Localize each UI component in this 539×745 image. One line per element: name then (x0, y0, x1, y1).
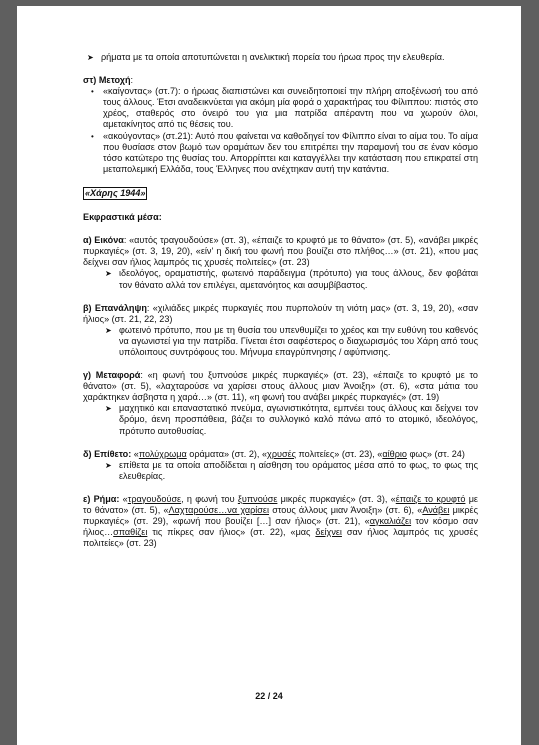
list-item-text: «ακούγοντας» (στ.21): Αυτό που φαίνεται να καθοδηγεί τον Φίλιππο είναι το αίμα του. Το αίμα που θυσίασε στον βωμό των οραμάτων δεν του επιτρέπει την παραμονή του σε έναν κόσμο τόσο κατώτερο της θυσίας του. Απορρίπτει και καταγγέλλει την κατάσταση που επικρατεί στη μεταπολεμική Ελλάδα, τους Έλληνες που ανέχτηκαν αυτή την κατάντια. (103, 130, 478, 174)
list-item-text: επίθετα με τα οποία αποδίδεται η αίσθηση του οράματος μέσα από το φως, το φως της ελευθερίας. (119, 459, 478, 481)
metoxi-label: στ) Μετοχή (83, 75, 131, 86)
epanalipsi-paragraph: β) Επανάληψη: «χιλιάδες μικρές πυρκαγιές που πυρπολούν τη νιότη μας» (στ. 3, 19, 20), «σαν ήλιος» (στ. 21, 22, 23) (83, 302, 478, 324)
section-title (83, 187, 478, 200)
list-item-text: μαχητικό και επαναστατικό πνεύμα, αγωνιστικότητα, εμπνέει τους άλλους και δείχνει τον δρόμο, άενη προσπάθεια, βάζει το συλλογικό καλό πάνω από το ατομικό, ιδεολόγος, πρότυπο αυτοθυσίας. (119, 403, 478, 436)
arrow-bullet-icon: ➤ (105, 404, 112, 414)
dash-bullet-icon: • (91, 87, 94, 97)
epitheto-label: δ) Επίθετο (83, 448, 129, 459)
list-item (101, 268, 478, 290)
page-number: 22 / 24 (255, 691, 283, 701)
dash-bullet-icon: • (91, 131, 94, 141)
metafora-label: γ) Μεταφορά (83, 370, 141, 381)
arrow-bullet-icon: ➤ (105, 325, 112, 335)
document-page (17, 6, 521, 745)
epanalipsi-label: β) Επανάληψη (83, 302, 147, 313)
list-item-text: ρήματα με τα οποία αποτυπώνεται η ανελικτική πορεία του ήρωα προς την ελευθερία. (101, 52, 445, 62)
eikona-label: α) Εικόνα (83, 235, 124, 246)
arrow-bullet-icon: ➤ (105, 460, 112, 470)
rima-label: ε) Ρήμα (83, 493, 117, 504)
arrow-bullet-icon: ➤ (105, 269, 112, 279)
list-item (83, 86, 478, 130)
list-item (83, 131, 478, 175)
list-item-text: φωτεινό πρότυπο, που με τη θυσία του υπενθυμίζει το χρέος και την ευθύνη του καθενός να αγωνιστεί για την πατρίδα. Γίνεται έτσι σαφέστερος ο διαχωρισμός του Χάρη από τους υπόλοιπους συντρόφους του. Μήνυμα επαγρύπνησης / αφύπνισης. (119, 324, 478, 357)
list-item-text: «καίγοντας» (στ.7): ο ήρωας διαπιστώνει και συνειδητοποιεί την πλήρη αποξένωσή του από τους άλλους. Έτσι αναδεικνύεται για ακόμη μία φορά ο χαρακτήρας του Φίλιππου: πιστός στο χρέος, σταθερός στο όνειρό του για μια πατρίδα απέραντη που να χωρούν όλοι, αμετακίνητος από τις θέσεις του. (103, 86, 478, 130)
list-item (101, 325, 478, 358)
arrow-bullet-icon: ➤ (87, 53, 94, 62)
list-item-text: ιδεολόγος, οραματιστής, φωτεινό παράδειγμα (πρότυπο) για τους άλλους, δεν φοβάται τον θάνατο αλλά τον επιλέγει, αμετανόητος και ασυμβίβαστος. (119, 268, 478, 290)
rima-paragraph: ε) Ρήμα: «τραγουδούσε, η φωνή του ξυπνούσε μικρές πυρκαγιές» (στ. 3), «έπαιζε το κρυφτό με το θάνατο» (στ. 5), «Λαχταρούσε…να χαρίσει στους άλλους μιαν Άνοιξη» (στ. 6), «Ανάβει μικρές πυρκαγιές» (στ. 29), «φωνή που βουίζει […] σαν ήλιος» (στ. 21), «αγκαλιάζει τον κόσμο σαν ήλιος…σπαθίζει τις πίκρες σαν ήλιος» (στ. 22), «μας δείχνει σαν ήλιος λαμπρός τις χρυσές πολιτείες» (στ. 23) (83, 493, 478, 549)
epitheto-paragraph: δ) Επίθετο: «πολύχρωμα οράματα» (στ. 2), «χρυσές πολιτείες» (στ. 23), «αίθριο φως» (στ. 24) (83, 448, 465, 459)
list-item (101, 403, 478, 436)
list-item (101, 460, 478, 482)
metoxi-heading: στ) Μετοχή: (83, 75, 134, 86)
section-title-boxed: «Χάρης 1944» (83, 187, 147, 200)
metafora-paragraph: γ) Μεταφορά: «η φωνή του ξυπνούσε μικρές πυρκαγιές» (στ. 23), «έπαιζε το κρυφτό με το θάνατο» (στ. 5), «λαχταρούσε να χαρίσει στους άλλους μιαν Άνοιξη» (στ. 6), «στα μάτια του χαράκτηκεν άσβηστα η χαρά…» (στ. 11), «η φωνή του ανάβει μικρές πυρκαγιές» (στ. 19) (83, 370, 478, 403)
list-item (83, 52, 478, 63)
eikona-paragraph: α) Εικόνα: «αυτός τραγουδούσε» (στ. 3), «έπαιζε το κρυφτό με το θάνατο» (στ. 5), «ανάβει μικρές πυρκαγιές» (στ. 3, 19, 20), «είν' η δική του φωνή που βουίζει στο πλήθος…» (στ. 21), «που μας δείχνει σαν ήλιος λαμπρός τις χρυσές πολιτείες» (στ. 23) (83, 235, 478, 268)
means-heading: Εκφραστικά μέσα: (83, 212, 162, 223)
